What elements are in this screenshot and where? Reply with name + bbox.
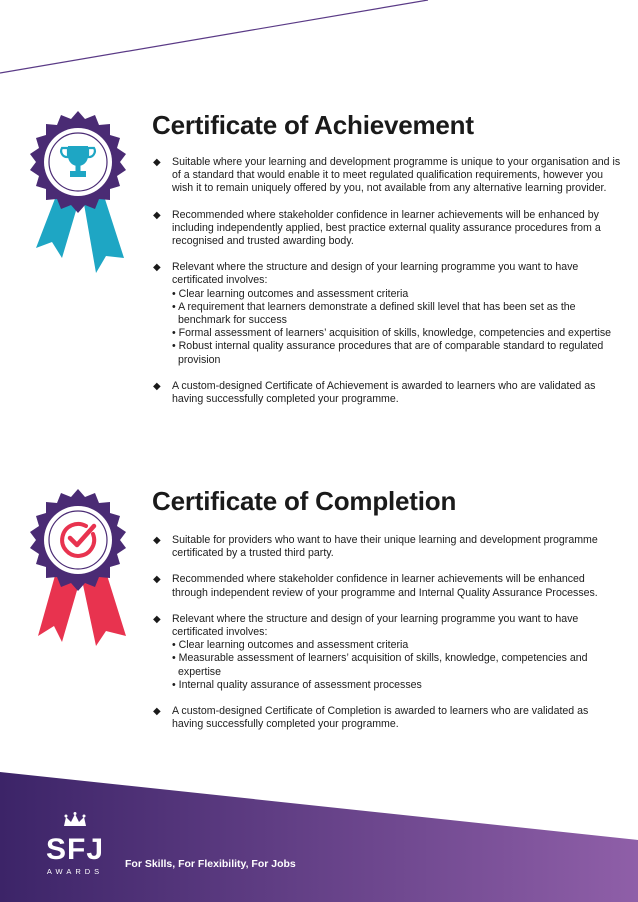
diamond-bullet-icon: ◆ <box>153 613 161 625</box>
achievement-section <box>152 110 622 406</box>
list-item: ◆ Suitable for providers who want to have their unique learning and development programme certificated by a trusted third party. <box>153 534 598 560</box>
sub-list-item: • A requirement that learners demonstrate a defined skill level that has been set as the benchmark for success <box>172 300 576 327</box>
footer-tagline: For Skills, For Flexibility, For Jobs <box>125 858 296 870</box>
sub-list-item: • Robust internal quality assurance procedures that are of comparable standard to regulated provision <box>172 340 604 366</box>
achievement-rosette-icon <box>26 108 136 278</box>
list-item: ◆ Relevant where the structure and design of your learning programme you want to have certificated involves: • Clear learning outcomes and assessment criteria • A requirement that learners demonstrate a defined skill level that has been set as the benchmark for success • Formal assessment of learners’ acquisition of skills, knowledge, competencies and expertise • Robust internal quality assurance procedures that are of comparable standard to regulated provision <box>152 261 622 367</box>
list-item: ◆ Recommended where stakeholder confidence in learner achievements will be enhanced through independent review of your programme and Internal Quality Assurance Processes. <box>153 573 598 599</box>
list-item: ◆ A custom-designed Certificate of Achievement is awarded to learners who are validated as having successfully completed your programme. <box>153 379 596 406</box>
section-title: Certificate of Completion <box>152 486 457 516</box>
diamond-bullet-icon: ◆ <box>153 380 161 392</box>
list-item: ◆ Suitable where your learning and development programme is unique to your organisation and is of a standard that would enable it to meet regulated qualification requirements, however you wish it to remain uniquely offered by you, not available from any alternative learning provider. <box>153 156 621 195</box>
completion-section <box>152 486 622 731</box>
diamond-bullet-icon: ◆ <box>153 157 161 168</box>
logo-subtext: AWARDS <box>46 867 104 876</box>
sfj-logo <box>44 812 106 876</box>
diamond-bullet-icon: ◆ <box>153 262 161 274</box>
list-item: ◆ Recommended where stakeholder confidence in learner achievements will be enhanced by including independently applied, best practice external quality assurance procedures from a recognised and trusted awarding body. <box>153 208 601 248</box>
section-title: Certificate of Achievement <box>152 110 474 140</box>
diamond-bullet-icon: ◆ <box>153 209 161 221</box>
crown-icon <box>62 812 88 828</box>
logo-text: SFJ <box>45 833 105 866</box>
sub-list-item: • Clear learning outcomes and assessment criteria <box>172 639 409 652</box>
completion-rosette-icon <box>26 486 136 656</box>
diamond-bullet-icon: ◆ <box>153 706 161 718</box>
top-diagonal-line <box>0 0 638 80</box>
diamond-bullet-icon: ◆ <box>153 535 161 546</box>
sub-list-item: • Measurable assessment of learners’ acquisition of skills, knowledge, competencies and expertise <box>172 652 588 678</box>
sub-list-item: • Internal quality assurance of assessment processes <box>172 678 422 691</box>
list-item: ◆ A custom-designed Certificate of Completion is awarded to learners who are validated as having successfully completed your programme. <box>153 705 589 731</box>
list-item: ◆ Relevant where the structure and design of your learning programme you want to have certificated involves: • Clear learning outcomes and assessment criteria • Measurable assessment of learners’ acquisition of skills, knowledge, competencies and expertise • Internal quality assurance of assessment processes <box>152 613 622 692</box>
sub-list <box>172 288 622 367</box>
sub-list-item: • Formal assessment of learners’ acquisition of skills, knowledge, competencies and expertise <box>172 327 612 340</box>
sub-list-item: • Clear learning outcomes and assessment criteria <box>172 287 409 300</box>
diamond-bullet-icon: ◆ <box>153 574 161 586</box>
sub-list <box>172 639 622 692</box>
